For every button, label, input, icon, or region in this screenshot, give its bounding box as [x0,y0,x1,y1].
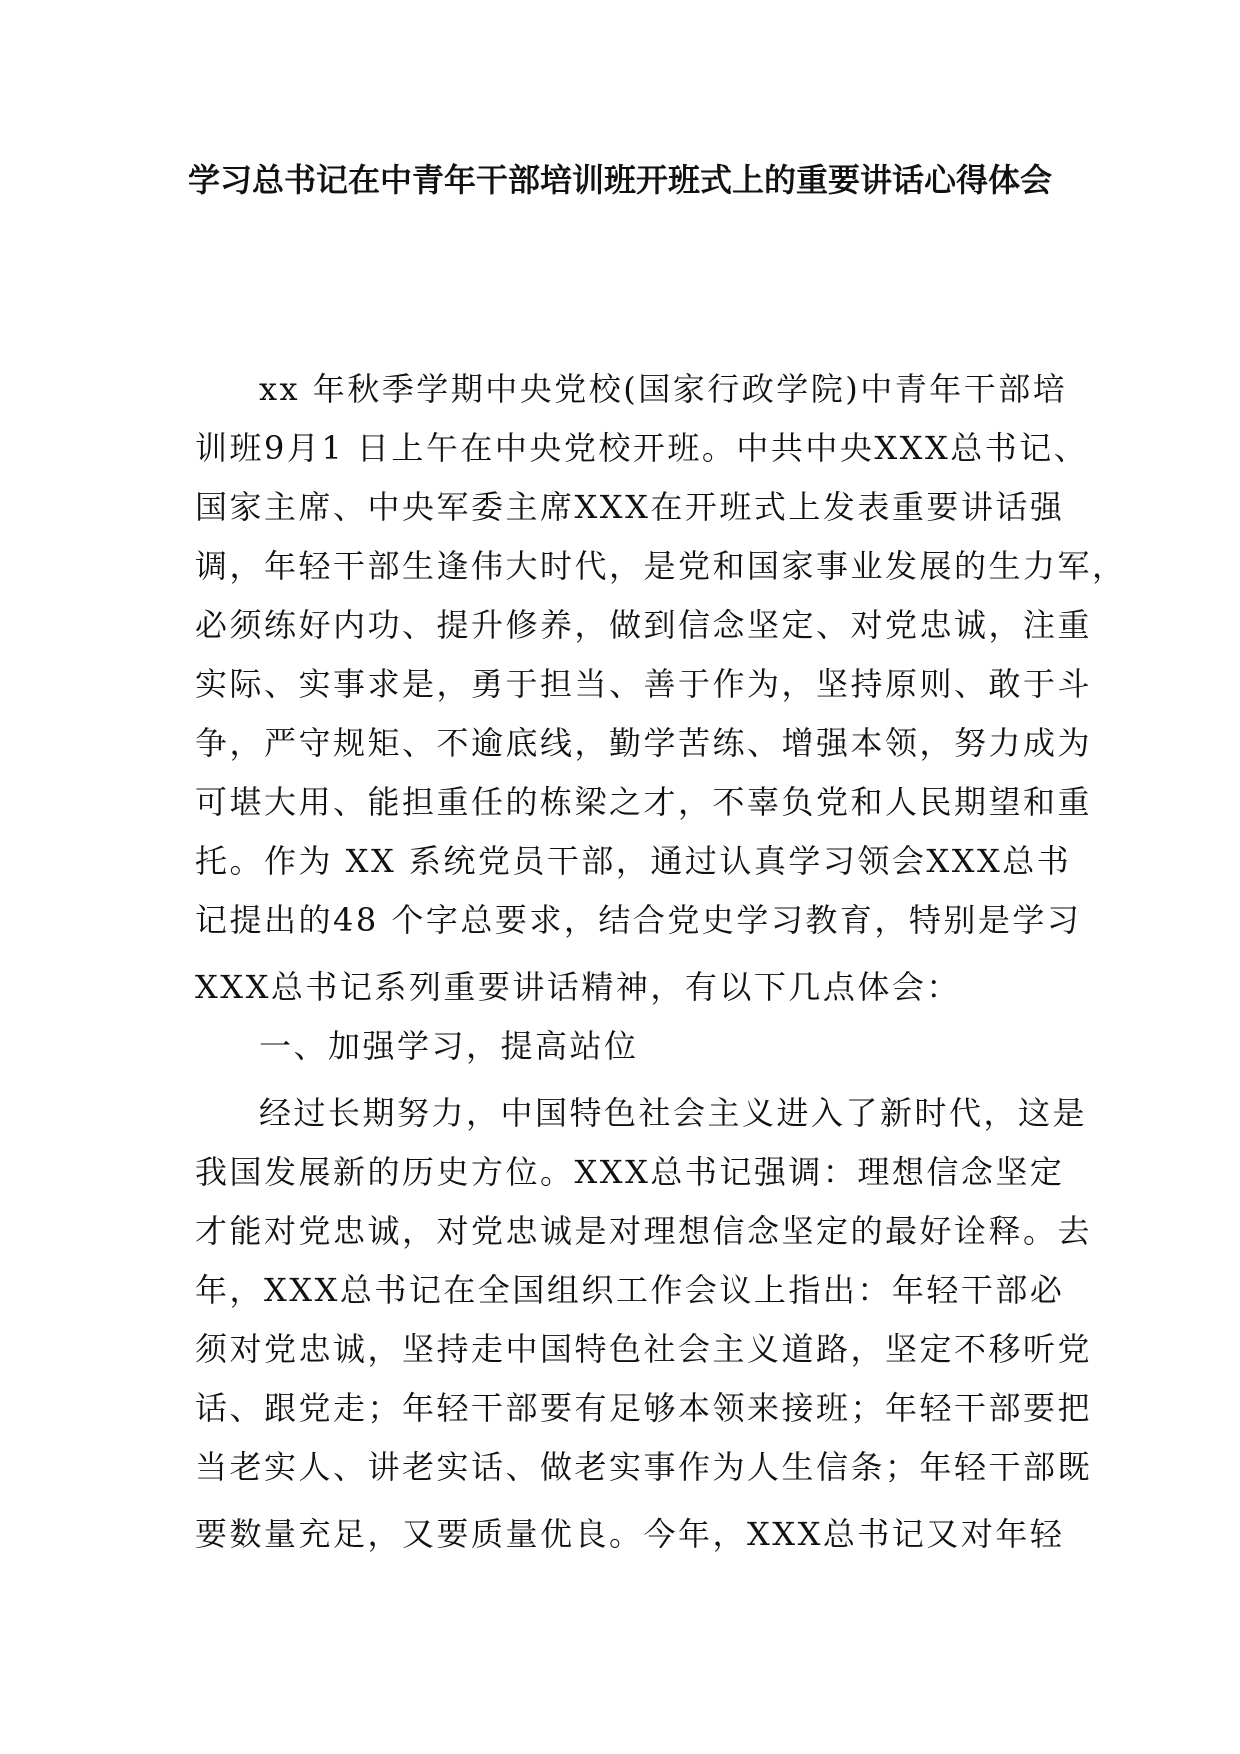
section-heading: 一、加强学习，提高站位 [259,1027,639,1065]
paragraph-line: 须对党忠诚，坚持走中国特色社会主义道路，坚定不移听党 [195,1330,1093,1368]
paragraph-line: 经过长期努力，中国特色社会主义进入了新时代，这是 [259,1094,1088,1132]
paragraph-line: 调，年轻干部生逢伟大时代，是党和国家事业发展的生力军， [195,547,1127,585]
paragraph-line: 要数量充足，又要质量优良。今年，XXX总书记又对年轻 [195,1515,1065,1553]
document-body [195,360,1127,1564]
paragraph-line: 必须练好内功、提升修养，做到信念坚定、对党忠诚，注重 [195,606,1093,644]
paragraph-line: 争，严守规矩、不逾底线，勤学苦练、增强本领，努力成为 [195,724,1093,762]
paragraph-line: 我国发展新的历史方位。XXX总书记强调：理想信念坚定 [195,1153,1065,1191]
paragraph-line: 记提出的48 个字总要求，结合党史学习教育，特别是学习 [195,901,1082,939]
paragraph-line: 话、跟党走；年轻干部要有足够本领来接班；年轻干部要把 [195,1389,1093,1427]
paragraph-line: 国家主席、中央军委主席XXX在开班式上发表重要讲话强 [195,488,1065,526]
paragraph-line: 可堪大用、能担重任的栋梁之才，不辜负党和人民期望和重 [195,783,1093,821]
paragraph-line: XXX总书记系列重要讲话精神，有以下几点体会： [195,968,961,1006]
paragraph-line: 训班9月1 日上午在中央党校开班。中共中央XXX总书记、 [195,429,1089,467]
paragraph-line: xx 年秋季学期中央党校(国家行政学院)中青年干部培 [259,370,1068,408]
paragraph-line: 年，XXX总书记在全国组织工作会议上指出：年轻干部必 [195,1271,1065,1309]
paragraph-line: 实际、实事求是，勇于担当、善于作为，坚持原则、敢于斗 [195,665,1093,703]
paragraph-line: 托。作为 XX 系统党员干部，通过认真学习领会XXX总书 [195,842,1072,880]
paragraph-line: 当老实人、讲老实话、做老实事作为人生信条；年轻干部既 [195,1448,1093,1486]
paragraph-line: 才能对党忠诚，对党忠诚是对理想信念坚定的最好诠释。去 [195,1212,1093,1250]
document-title: 学习总书记在中青年干部培训班开班式上的重要讲话心得体会 [187,161,1052,199]
